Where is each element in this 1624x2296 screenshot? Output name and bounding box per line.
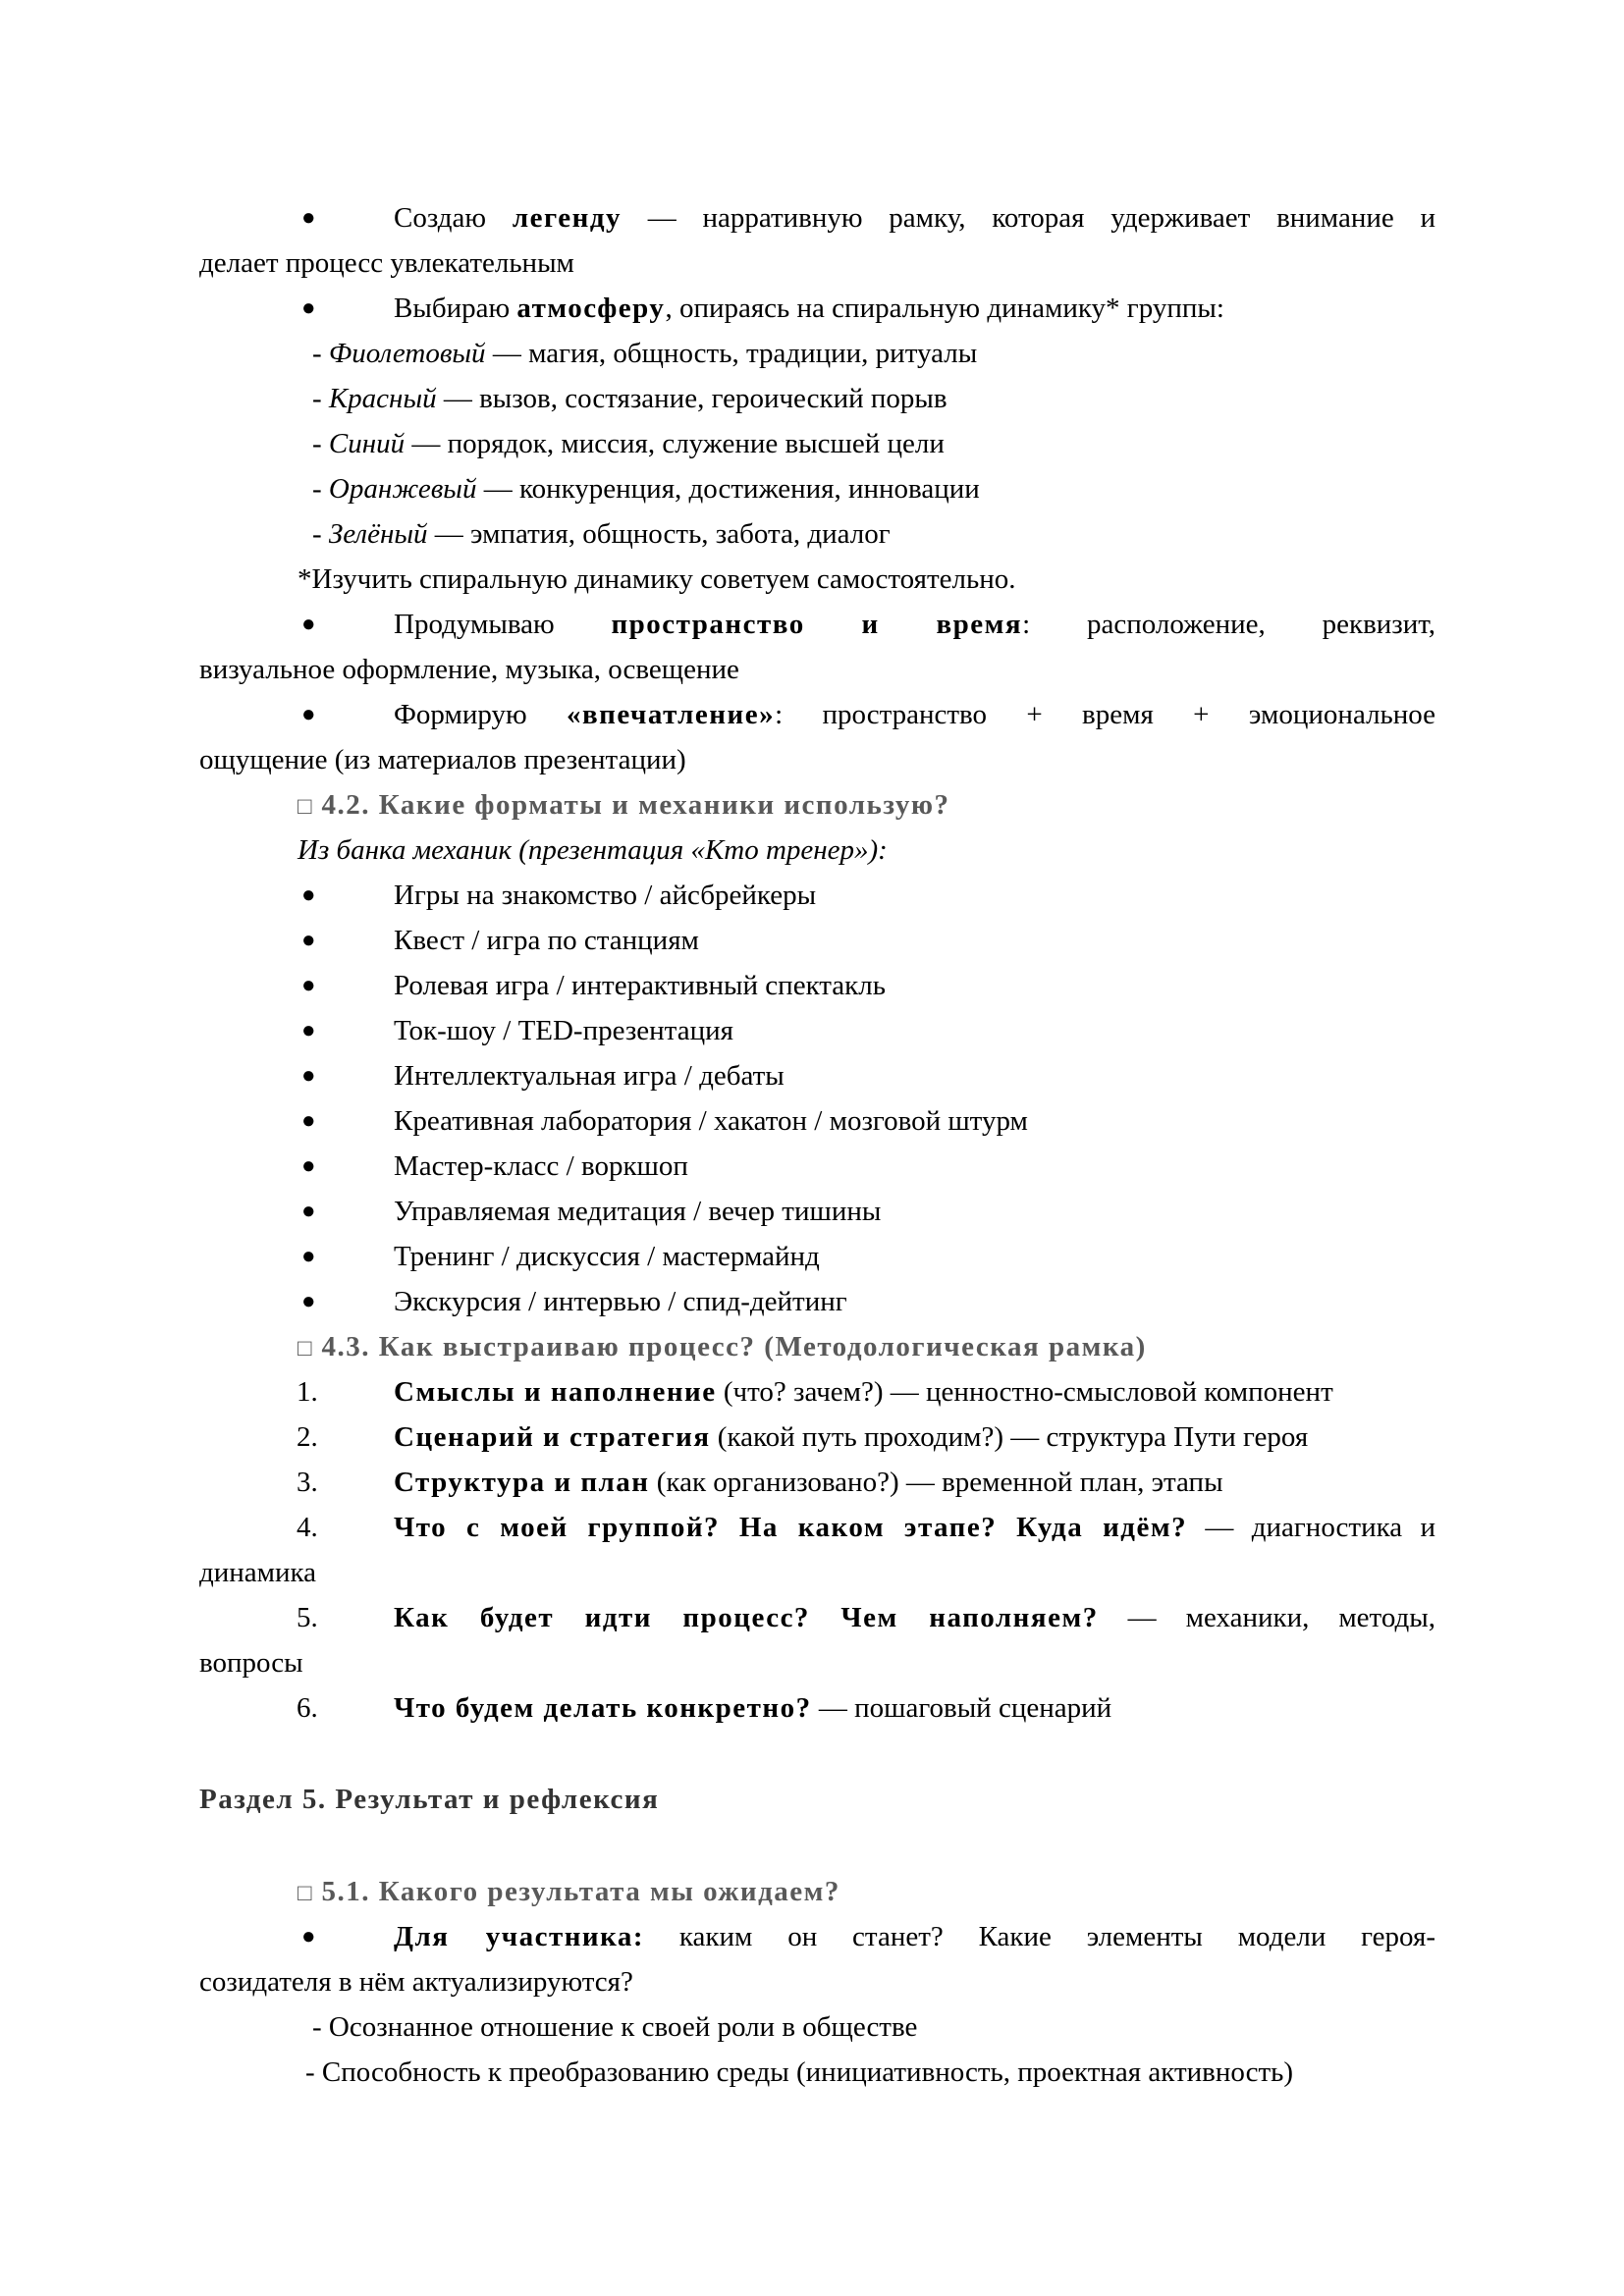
bullet-icon: ● (301, 205, 316, 231)
bullet-text: Формирую (394, 699, 527, 730)
bold-term: пространство (611, 609, 805, 640)
bullet-text: , опираясь на спиральную динамику* группы: (665, 293, 1224, 324)
checkbox-icon: □ (298, 794, 312, 820)
subsection-title: 4.3. Как выстраиваю процесс? (Методологическая рамка) (321, 1331, 1147, 1362)
bullet-atmosphere (394, 286, 1435, 331)
bullet-space-time (394, 602, 1435, 647)
numbered-item (394, 1595, 1435, 1640)
checkbox-icon: □ (298, 1881, 312, 1906)
color-desc: — конкуренция, достижения, инновации (476, 473, 980, 505)
list-number: 5. (297, 1602, 318, 1633)
dash-item: - Способность к преобразованию среды (инициативность, проектная активность) (305, 2056, 1294, 2088)
subsection-title: 4.2. Какие форматы и механики использую? (321, 789, 950, 821)
color-name: Фиолетовый (328, 338, 486, 369)
list-item: Креативная лаборатория / хакатон / мозговой штурм (394, 1105, 1028, 1137)
numbered-item (394, 1369, 1435, 1415)
bullet-impression (394, 692, 1435, 737)
item-text: — диагностика и (1187, 1512, 1435, 1543)
bold-term: время (936, 609, 1023, 640)
bold-term: Что будем делать конкретно? (394, 1692, 812, 1724)
bullet-icon: ● (301, 1924, 316, 1949)
bullet-continuation: визуальное оформление, музыка, освещение (199, 654, 739, 685)
bullet-icon: ● (301, 1153, 316, 1179)
item-continuation: динамика (199, 1557, 317, 1588)
bullet-text: Создаю (394, 202, 513, 234)
dash: - (312, 518, 329, 550)
subsection-title: 5.1. Какого результата мы ожидаем? (321, 1876, 840, 1907)
bold-term: легенду (512, 202, 622, 234)
numbered-item (394, 1505, 1435, 1550)
bullet-text: Продумываю (394, 609, 555, 640)
color-desc: — вызов, состязание, героический порыв (436, 383, 947, 414)
bullet-icon: ● (301, 928, 316, 953)
bullet-icon: ● (301, 1244, 316, 1269)
bullet-text: расположение, (1086, 609, 1266, 640)
dash: - (312, 473, 329, 505)
list-item: Ролевая игра / интерактивный спектакль (394, 970, 886, 1001)
list-item: Ток-шоу / TED-презентация (394, 1015, 733, 1046)
bullet-text: : пространство + время + эмоциональное (775, 699, 1436, 730)
subsection-heading-4-3 (298, 1324, 1147, 1369)
list-item: Игры на знакомство / айсбрейкеры (394, 880, 817, 911)
list-item: Управляемая медитация / вечер тишины (394, 1196, 882, 1227)
footnote: *Изучить спиральную динамику советуем самостоятельно. (298, 563, 1016, 595)
color-item (312, 331, 1548, 376)
list-number: 3. (297, 1467, 318, 1498)
bullet-continuation: делает процесс увлекательным (199, 247, 574, 279)
bullet-text: каким он станет? Какие элементы модели героя- (644, 1921, 1435, 1952)
bullet-icon: ● (301, 973, 316, 998)
dash: - (312, 383, 329, 414)
list-item: Интеллектуальная игра / дебаты (394, 1060, 785, 1092)
bullet-legend (394, 195, 1435, 240)
numbered-item (394, 1460, 1435, 1505)
section-title: Раздел 5. Результат и рефлексия (199, 1784, 660, 1815)
dash: - (312, 428, 329, 459)
color-name: Оранжевый (328, 473, 477, 505)
list-number: 6. (297, 1692, 318, 1724)
bullet-text: — нарративную рамку, которая удерживает внимание и (622, 202, 1435, 234)
subsection-heading-5-1 (298, 1869, 840, 1914)
bullet-participant (394, 1914, 1435, 1959)
bold-term: атмосферу (516, 293, 666, 324)
bold-term: «впечатление» (566, 699, 776, 730)
item-text: — механики, методы, (1098, 1602, 1435, 1633)
color-name: Красный (328, 383, 437, 414)
bold-term: Как будет идти процесс? Чем наполняем? (394, 1602, 1099, 1633)
color-item (312, 421, 1548, 466)
checkbox-icon: □ (298, 1336, 312, 1362)
bold-term: Для участника: (394, 1921, 645, 1952)
bold-term: и (861, 609, 880, 640)
color-name: Зелёный (328, 518, 428, 550)
bullet-icon: ● (301, 1289, 316, 1314)
color-item (312, 511, 1548, 557)
dash: - (312, 338, 329, 369)
list-item: Квест / игра по станциям (394, 925, 699, 956)
color-item (312, 376, 1548, 421)
numbered-item (394, 1685, 1435, 1731)
mechanics-intro: Из банка механик (презентация «Кто тренер»): (298, 834, 888, 866)
list-item: Экскурсия / интервью / спид-дейтинг (394, 1286, 847, 1317)
color-item (312, 466, 1548, 511)
bullet-icon: ● (301, 1018, 316, 1043)
dash-item: - Осознанное отношение к своей роли в обществе (312, 2011, 918, 2043)
bullet-icon: ● (301, 1108, 316, 1134)
bullet-text: реквизит, (1322, 609, 1436, 640)
numbered-item (394, 1415, 1435, 1460)
color-desc: — магия, общность, традиции, ритуалы (485, 338, 978, 369)
bullet-text: : (1022, 609, 1031, 640)
list-item: Тренинг / дискуссия / мастермайнд (394, 1241, 820, 1272)
list-number: 2. (297, 1421, 318, 1453)
list-number: 4. (297, 1512, 318, 1543)
color-name: Синий (328, 428, 406, 459)
bold-term: Смыслы и наполнение (394, 1376, 717, 1408)
bold-term: Структура и план (394, 1467, 650, 1498)
list-item: Мастер-класс / воркшоп (394, 1150, 688, 1182)
bold-term: Сценарий и стратегия (394, 1421, 711, 1453)
list-number: 1. (297, 1376, 318, 1408)
item-text: (как организовано?) — временной план, этапы (649, 1467, 1223, 1498)
bullet-icon: ● (301, 882, 316, 908)
bold-term: Что с моей группой? На каком этапе? Куда идём? (394, 1512, 1188, 1543)
bullet-continuation: созидателя в нём актуализируются? (199, 1966, 633, 1998)
bullet-icon: ● (301, 1063, 316, 1089)
bullet-icon: ● (301, 702, 316, 727)
bullet-text: Выбираю (394, 293, 517, 324)
color-desc: — эмпатия, общность, забота, диалог (427, 518, 891, 550)
bullet-icon: ● (301, 612, 316, 637)
item-continuation: вопросы (199, 1647, 303, 1679)
bullet-icon: ● (301, 295, 316, 321)
bullet-icon: ● (301, 1199, 316, 1224)
item-text: (какой путь проходим?) — структура Пути героя (710, 1421, 1309, 1453)
item-text: — пошаговый сценарий (811, 1692, 1112, 1724)
item-text: (что? зачем?) — ценностно-смысловой компонент (716, 1376, 1333, 1408)
bullet-continuation: ощущение (из материалов презентации) (199, 744, 686, 775)
color-desc: — порядок, миссия, служение высшей цели (405, 428, 945, 459)
subsection-heading-4-2 (298, 782, 950, 828)
